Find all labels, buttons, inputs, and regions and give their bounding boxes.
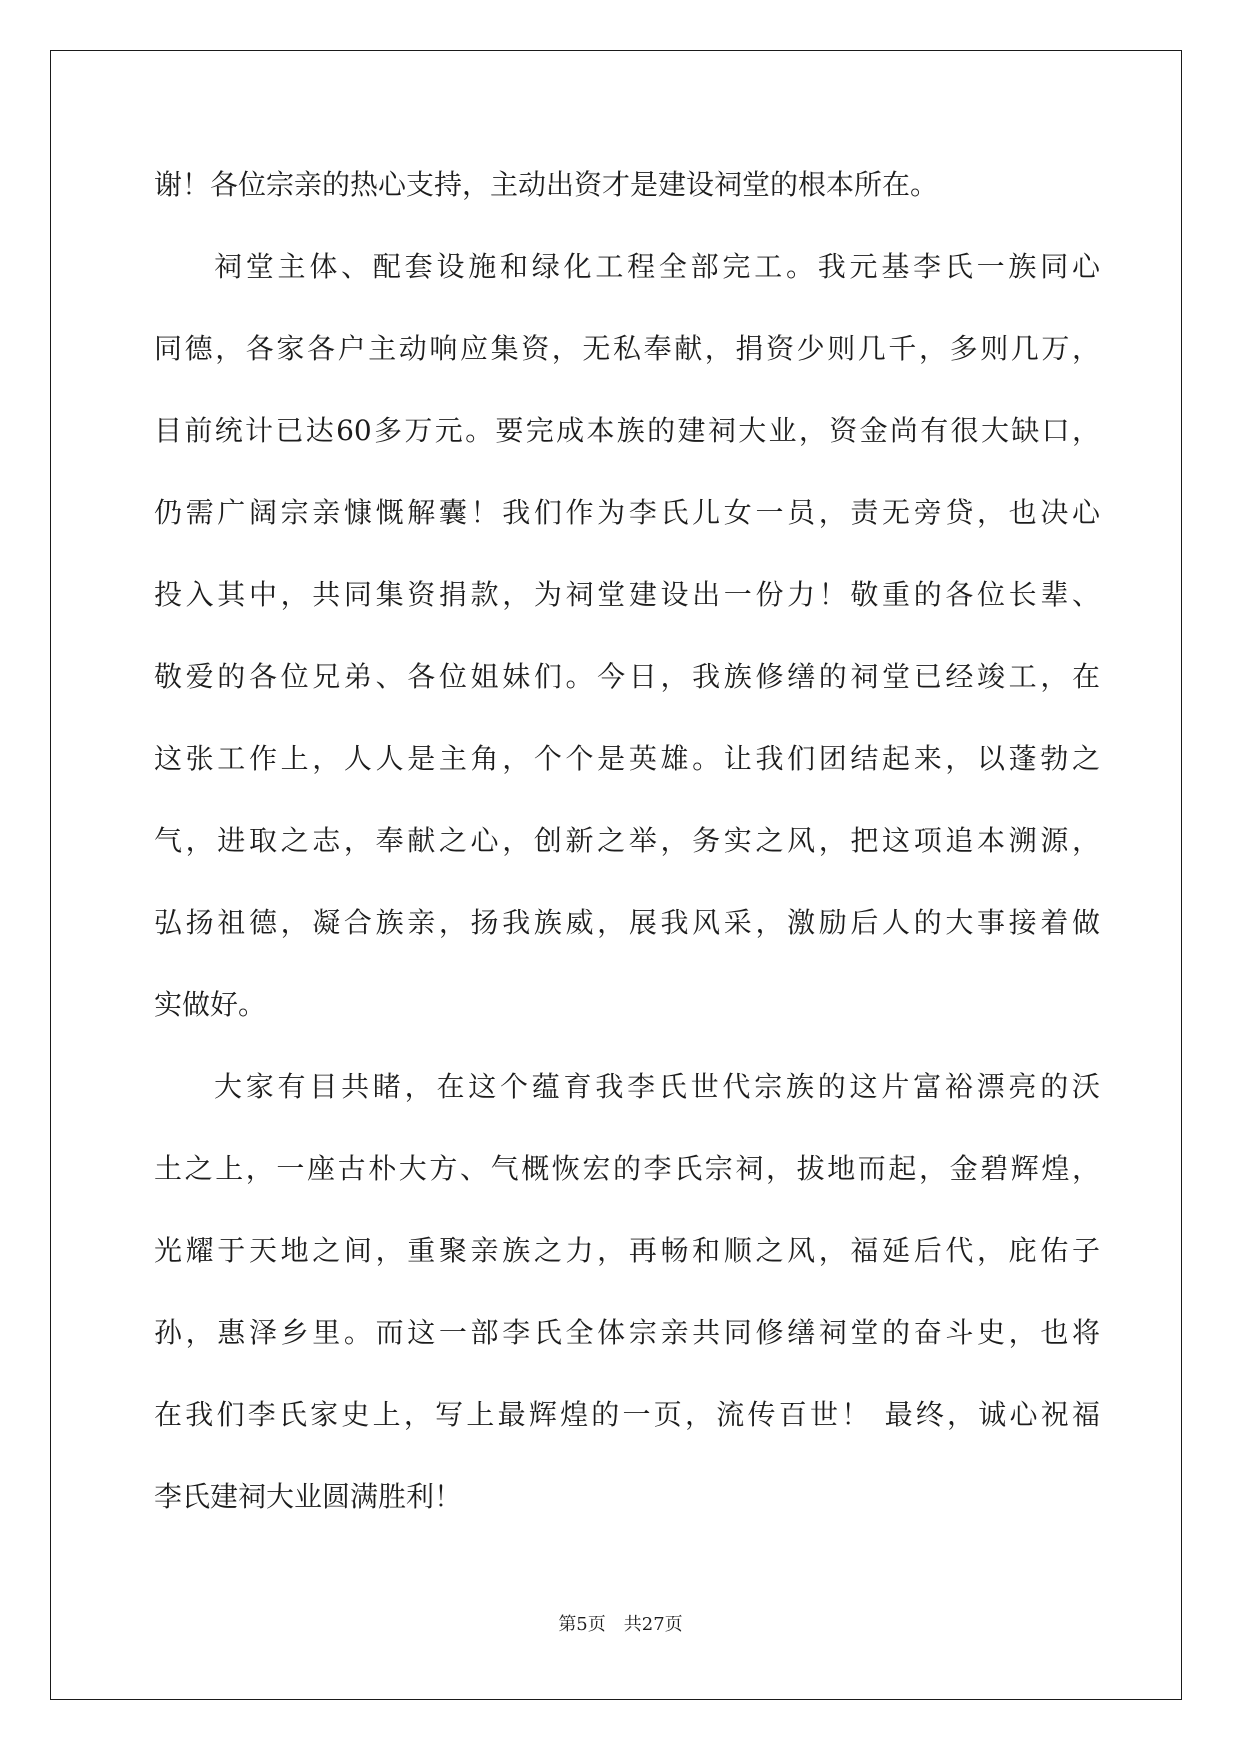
text-line: 实做好。 bbox=[154, 988, 267, 1021]
text-line: 气，进取之志，奉献之心，创新之举，务实之风，把这项追本溯源， bbox=[154, 824, 1100, 857]
page-footer bbox=[0, 1610, 1241, 1636]
page-number: 第5页 bbox=[558, 1614, 606, 1635]
text-line: 同德，各家各户主动响应集资，无私奉献，捐资少则几千，多则几万， bbox=[154, 332, 1100, 365]
page-total: 共27页 bbox=[623, 1614, 683, 1635]
text-line: 仍需广阔宗亲慷慨解囊！我们作为李氏儿女一员，责无旁贷，也决心 bbox=[154, 496, 1100, 529]
text-line: 在我们李氏家史上，写上最辉煌的一页，流传百世！ 最终，诚心祝福 bbox=[154, 1398, 1100, 1431]
text-line: 土之上，一座古朴大方、气概恢宏的李氏宗祠，拔地而起，金碧辉煌， bbox=[154, 1152, 1100, 1185]
text-line: 孙，惠泽乡里。而这一部李氏全体宗亲共同修缮祠堂的奋斗史，也将 bbox=[154, 1316, 1100, 1349]
text-line: 敬爱的各位兄弟、各位姐妹们。今日，我族修缮的祠堂已经竣工，在 bbox=[154, 660, 1100, 693]
paragraph-first-line: 大家有目共睹，在这个蕴育我李氏世代宗族的这片富裕漂亮的沃 bbox=[214, 1070, 1100, 1103]
text-line: 弘扬祖德，凝合族亲，扬我族威，展我风采，激励后人的大事接着做 bbox=[154, 906, 1100, 939]
text-line: 这张工作上，人人是主角，个个是英雄。让我们团结起来，以蓬勃之 bbox=[154, 742, 1100, 775]
document-body bbox=[154, 164, 1100, 1558]
text-line: 光耀于天地之间，重聚亲族之力，再畅和顺之风，福延后代，庇佑子 bbox=[154, 1234, 1100, 1267]
text-line: 谢！各位宗亲的热心支持，主动出资才是建设祠堂的根本所在。 bbox=[154, 168, 939, 201]
paragraph-first-line: 祠堂主体、配套设施和绿化工程全部完工。我元基李氏一族同心 bbox=[214, 250, 1100, 283]
text-line: 李氏建祠大业圆满胜利！ bbox=[154, 1480, 463, 1513]
text-line: 目前统计已达60多万元。要完成本族的建祠大业，资金尚有很大缺口， bbox=[154, 414, 1100, 447]
text-line: 投入其中，共同集资捐款，为祠堂建设出一份力！敬重的各位长辈、 bbox=[154, 578, 1100, 611]
